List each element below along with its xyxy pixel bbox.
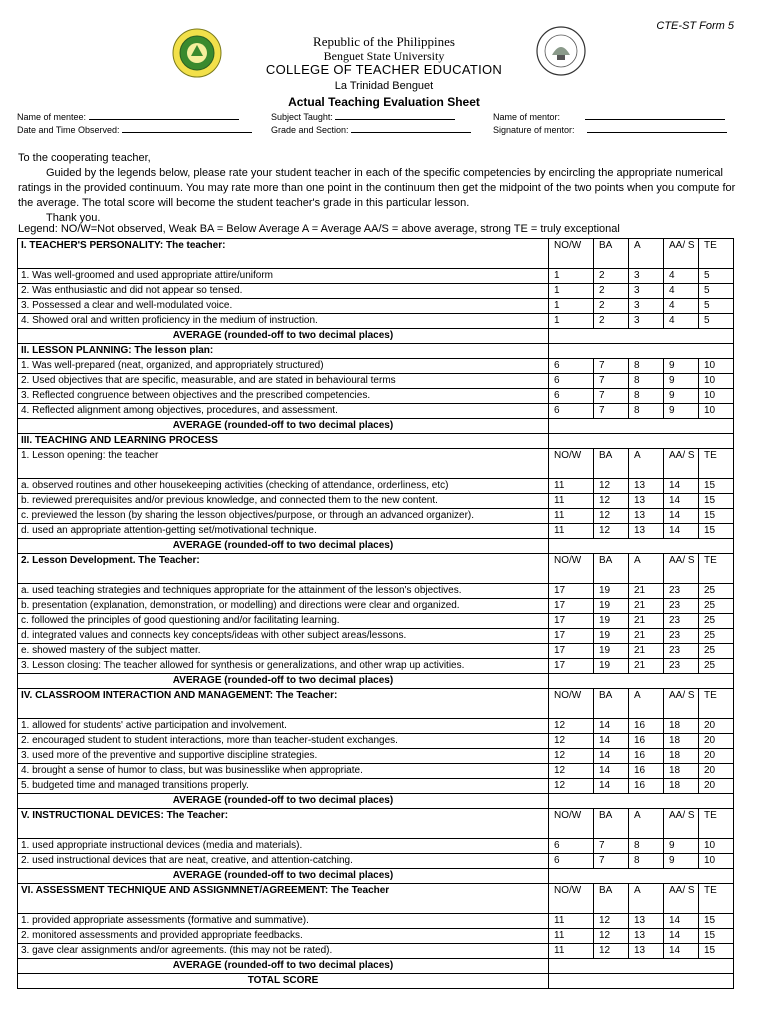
criterion-text: 2. Was enthusiastic and did not appear so tensed. <box>18 284 549 299</box>
rating-option[interactable]: 14 <box>664 479 699 494</box>
average-label: AVERAGE (rounded-off to two decimal places) <box>18 869 549 884</box>
grade-label: Grade and Section: <box>271 125 349 135</box>
rating-option[interactable]: 14 <box>594 779 629 794</box>
rating-option[interactable]: 16 <box>629 734 664 749</box>
average-label: AVERAGE (rounded-off to two decimal places) <box>18 959 549 974</box>
rating-option[interactable]: 23 <box>664 614 699 629</box>
scale-header: NO/W <box>549 689 594 719</box>
rating-option[interactable]: 13 <box>629 929 664 944</box>
rating-option[interactable]: 23 <box>664 629 699 644</box>
rating-option[interactable]: 20 <box>699 764 734 779</box>
rating-option[interactable]: 12 <box>594 914 629 929</box>
section-teaching <box>18 434 734 449</box>
section-devices <box>18 809 734 839</box>
criterion-text: 1. used appropriate instructional devices (media and materials). <box>18 839 549 854</box>
rating-option[interactable]: 8 <box>629 404 664 419</box>
rating-option[interactable]: 4 <box>664 269 699 284</box>
scale-header: NO/W <box>549 554 594 584</box>
grade-field <box>271 124 471 135</box>
table-row <box>18 719 734 734</box>
rating-option[interactable]: 23 <box>664 644 699 659</box>
date-field <box>17 124 252 135</box>
criterion-text: 1. provided appropriate assessments (formative and summative). <box>18 914 549 929</box>
mentee-field <box>17 111 239 122</box>
rating-option[interactable]: 6 <box>549 854 594 869</box>
scale-header: A <box>629 449 664 479</box>
scale-header: A <box>629 554 664 584</box>
table-row <box>18 299 734 314</box>
rating-option[interactable]: 19 <box>594 659 629 674</box>
rating-option[interactable]: 14 <box>664 494 699 509</box>
rating-option[interactable]: 21 <box>629 584 664 599</box>
average-row <box>18 539 734 554</box>
average-value-cell[interactable] <box>549 329 734 344</box>
rating-option[interactable]: 6 <box>549 404 594 419</box>
section-personality <box>18 239 734 269</box>
rating-option[interactable]: 9 <box>664 854 699 869</box>
rating-option[interactable]: 25 <box>699 644 734 659</box>
table-row <box>18 749 734 764</box>
criterion-text: 2. Used objectives that are specific, measurable, and are stated in behavioural terms <box>18 374 549 389</box>
rating-option[interactable]: 2 <box>594 284 629 299</box>
rating-option[interactable]: 18 <box>664 749 699 764</box>
criterion-text: 3. Possessed a clear and well-modulated voice. <box>18 299 549 314</box>
scale-header: AA/ S <box>664 809 699 839</box>
rating-option[interactable]: 11 <box>549 479 594 494</box>
average-label: AVERAGE (rounded-off to two decimal places) <box>18 794 549 809</box>
section-classroom-title: IV. CLASSROOM INTERACTION AND MANAGEMENT: The Teacher: <box>18 689 549 719</box>
college-name: COLLEGE OF TEACHER EDUCATION <box>265 62 503 77</box>
subject-input-line[interactable] <box>335 111 455 120</box>
rating-option[interactable]: 7 <box>594 854 629 869</box>
rating-option[interactable]: 4 <box>664 284 699 299</box>
rating-option[interactable]: 1 <box>549 314 594 329</box>
rating-option[interactable]: 13 <box>629 494 664 509</box>
republic-heading: Republic of the Philippines <box>313 34 455 49</box>
rating-option[interactable]: 13 <box>629 524 664 539</box>
rating-option[interactable]: 11 <box>549 914 594 929</box>
empty-cell <box>549 434 734 449</box>
mentor-field <box>493 111 725 122</box>
average-row <box>18 674 734 689</box>
rating-option[interactable]: 17 <box>549 584 594 599</box>
average-label: AVERAGE (rounded-off to two decimal places) <box>18 419 549 434</box>
rating-option[interactable]: 2 <box>594 269 629 284</box>
rating-option[interactable]: 14 <box>664 929 699 944</box>
rating-option[interactable]: 21 <box>629 599 664 614</box>
rating-option[interactable]: 18 <box>664 779 699 794</box>
table-row <box>18 509 734 524</box>
rating-option[interactable]: 8 <box>629 359 664 374</box>
rating-option[interactable]: 12 <box>549 719 594 734</box>
rating-option[interactable]: 6 <box>549 389 594 404</box>
instructions: Guided by the legends below, please rate your student teacher in each of the specific competencies by encircling the appropriate numerical ratings in the provided continuum. You may rate more than one point in the continuum then get the midpoint of the two points when you compute for the average. The total score will become the student teacher's grade in this particular lesson. <box>18 167 736 209</box>
scale-header: BA <box>594 809 629 839</box>
scale-header: TE <box>699 554 734 584</box>
scale-header: AA/ S <box>664 884 699 914</box>
rating-option[interactable]: 12 <box>594 929 629 944</box>
rating-option[interactable]: 14 <box>594 764 629 779</box>
rating-option[interactable]: 17 <box>549 629 594 644</box>
town-name: La Trinidad Benguet <box>334 80 434 92</box>
section-planning-title: II. LESSON PLANNING: The lesson plan: <box>18 344 549 359</box>
average-row <box>18 959 734 974</box>
table-row <box>18 524 734 539</box>
criterion-text: 4. Showed oral and written proficiency in the medium of instruction. <box>18 314 549 329</box>
rating-option[interactable]: 15 <box>699 914 734 929</box>
section-devices-title: V. INSTRUCTIONAL DEVICES: The Teacher: <box>18 809 549 839</box>
rating-option[interactable]: 3 <box>629 284 664 299</box>
rating-option[interactable]: 14 <box>594 734 629 749</box>
rating-option[interactable]: 6 <box>549 374 594 389</box>
criterion-text: e. showed mastery of the subject matter. <box>18 644 549 659</box>
thanks: Thank you. <box>46 212 101 224</box>
rating-option[interactable]: 10 <box>699 404 734 419</box>
table-row <box>18 479 734 494</box>
scale-header: A <box>629 689 664 719</box>
rating-option[interactable]: 1 <box>549 299 594 314</box>
rating-option[interactable]: 15 <box>699 509 734 524</box>
rating-option[interactable]: 18 <box>664 719 699 734</box>
rating-option[interactable]: 10 <box>699 359 734 374</box>
rating-option[interactable]: 7 <box>594 374 629 389</box>
rating-option[interactable]: 25 <box>699 659 734 674</box>
average-label: AVERAGE (rounded-off to two decimal places) <box>18 329 549 344</box>
rating-option[interactable]: 25 <box>699 614 734 629</box>
rating-option[interactable]: 12 <box>594 479 629 494</box>
scale-header: NO/W <box>549 449 594 479</box>
rating-option[interactable]: 1 <box>549 269 594 284</box>
total-score-label: TOTAL SCORE <box>18 974 549 989</box>
average-value-cell[interactable] <box>549 959 734 974</box>
average-value-cell[interactable] <box>549 794 734 809</box>
rating-option[interactable]: 17 <box>549 614 594 629</box>
rating-option[interactable]: 20 <box>699 779 734 794</box>
rating-option[interactable]: 14 <box>664 914 699 929</box>
criterion-text: 2. encouraged student to student interactions, more than teacher-student exchanges. <box>18 734 549 749</box>
criterion-text: a. used teaching strategies and techniques appropriate for the attainment of the lesson's objectives. <box>18 584 549 599</box>
table-row <box>18 494 734 509</box>
rating-option[interactable]: 8 <box>629 854 664 869</box>
scale-header: AA/ S <box>664 449 699 479</box>
rating-option[interactable]: 13 <box>629 914 664 929</box>
rating-option[interactable]: 12 <box>594 494 629 509</box>
rating-option[interactable]: 12 <box>549 779 594 794</box>
table-row <box>18 929 734 944</box>
table-row <box>18 659 734 674</box>
rating-option[interactable]: 12 <box>549 734 594 749</box>
rating-option[interactable]: 23 <box>664 659 699 674</box>
average-value-cell[interactable] <box>549 419 734 434</box>
average-row <box>18 794 734 809</box>
average-value-cell[interactable] <box>549 869 734 884</box>
subsection-development <box>18 554 734 584</box>
rating-option[interactable]: 18 <box>664 764 699 779</box>
rating-option[interactable]: 13 <box>629 509 664 524</box>
rating-option[interactable]: 17 <box>549 644 594 659</box>
scale-header: AA/ S <box>664 554 699 584</box>
criterion-text: 1. Was well-prepared (neat, organized, and appropriately structured) <box>18 359 549 374</box>
table-row <box>18 614 734 629</box>
mentor-label: Name of mentor: <box>493 112 561 122</box>
rating-option[interactable]: 13 <box>629 479 664 494</box>
scale-header: A <box>629 809 664 839</box>
table-row <box>18 854 734 869</box>
rating-option[interactable]: 12 <box>594 509 629 524</box>
rating-option[interactable]: 15 <box>699 944 734 959</box>
rating-option[interactable]: 10 <box>699 839 734 854</box>
criterion-text: 3. gave clear assignments and/or agreements. (this may not be rated). <box>18 944 549 959</box>
average-value-cell[interactable] <box>549 539 734 554</box>
section-assessment <box>18 884 734 914</box>
scale-header: TE <box>699 689 734 719</box>
table-row <box>18 764 734 779</box>
rating-option[interactable]: 2 <box>594 299 629 314</box>
table-row <box>18 779 734 794</box>
scale-header: TE <box>699 239 734 269</box>
scale-header: A <box>629 884 664 914</box>
rating-option[interactable]: 11 <box>549 509 594 524</box>
rating-option[interactable]: 19 <box>594 584 629 599</box>
rating-option[interactable]: 9 <box>664 374 699 389</box>
rating-option[interactable]: 16 <box>629 779 664 794</box>
rating-option[interactable]: 19 <box>594 614 629 629</box>
scale-header: AA/ S <box>664 689 699 719</box>
rating-option[interactable]: 11 <box>549 524 594 539</box>
table-row <box>18 269 734 284</box>
rating-option[interactable]: 19 <box>594 599 629 614</box>
rating-option[interactable]: 9 <box>664 839 699 854</box>
rating-option[interactable]: 14 <box>664 524 699 539</box>
salutation: To the cooperating teacher, <box>18 152 151 164</box>
rating-option[interactable]: 3 <box>629 314 664 329</box>
table-row <box>18 314 734 329</box>
criterion-text: 4. brought a sense of humor to class, but was businesslike when appropriate. <box>18 764 549 779</box>
university-name: Benguet State University <box>323 49 445 63</box>
date-label: Date and Time Observed: <box>17 125 120 135</box>
section-planning <box>18 344 734 359</box>
criterion-text: 2. used instructional devices that are neat, creative, and attention-catching. <box>18 854 549 869</box>
rating-option[interactable]: 6 <box>549 839 594 854</box>
total-row <box>18 974 734 989</box>
rating-option[interactable]: 7 <box>594 359 629 374</box>
criterion-text: 4. Reflected alignment among objectives, procedures, and assessment. <box>18 404 549 419</box>
criterion-text: d. integrated values and connects key concepts/ideas with other subject areas/lessons. <box>18 629 549 644</box>
rating-option[interactable]: 25 <box>699 584 734 599</box>
average-value-cell[interactable] <box>549 674 734 689</box>
criterion-text: 3. used more of the preventive and supportive discipline strategies. <box>18 749 549 764</box>
table-row <box>18 839 734 854</box>
scale-header: AA/ S <box>664 239 699 269</box>
rating-option[interactable]: 15 <box>699 494 734 509</box>
table-row <box>18 389 734 404</box>
rating-option[interactable]: 7 <box>594 389 629 404</box>
scale-header: BA <box>594 554 629 584</box>
legend: Legend: NO/W=Not observed, Weak BA = Below Average A = Average AA/S = above average, strong TE = truly exceptional <box>18 223 620 235</box>
rating-option[interactable]: 5 <box>699 299 734 314</box>
table-row <box>18 359 734 374</box>
scale-header: NO/W <box>549 239 594 269</box>
rating-option[interactable]: 11 <box>549 494 594 509</box>
rating-option[interactable]: 7 <box>594 839 629 854</box>
rating-option[interactable]: 8 <box>629 839 664 854</box>
scale-header: TE <box>699 809 734 839</box>
section-personality-title: I. TEACHER'S PERSONALITY: The teacher: <box>18 239 549 269</box>
rating-option[interactable]: 4 <box>664 314 699 329</box>
table-row <box>18 404 734 419</box>
rating-option[interactable]: 2 <box>594 314 629 329</box>
intro-text <box>18 151 744 226</box>
subsection-opening <box>18 449 734 479</box>
signature-field <box>493 124 727 135</box>
mentee-input-line[interactable] <box>89 111 239 120</box>
rating-option[interactable]: 9 <box>664 359 699 374</box>
rating-option[interactable]: 12 <box>594 944 629 959</box>
table-row <box>18 944 734 959</box>
criterion-text: 5. budgeted time and managed transitions properly. <box>18 779 549 794</box>
criterion-text: b. reviewed prerequisites and/or previous knowledge, and connected them to the new content. <box>18 494 549 509</box>
rating-option[interactable]: 21 <box>629 644 664 659</box>
average-row <box>18 869 734 884</box>
criterion-text: c. previewed the lesson (by sharing the lesson objectives/purpose, or through an advanced organizer). <box>18 509 549 524</box>
section-classroom <box>18 689 734 719</box>
rating-option[interactable]: 16 <box>629 719 664 734</box>
rating-option[interactable]: 12 <box>549 749 594 764</box>
criterion-text: 3. Lesson closing: The teacher allowed for synthesis or generalizations, and other wrap up activities. <box>18 659 549 674</box>
rating-option[interactable]: 4 <box>664 299 699 314</box>
rating-option[interactable]: 23 <box>664 599 699 614</box>
rating-option[interactable]: 11 <box>549 929 594 944</box>
rating-option[interactable]: 20 <box>699 749 734 764</box>
scale-header: NO/W <box>549 884 594 914</box>
rating-option[interactable]: 10 <box>699 389 734 404</box>
criterion-text: 2. monitored assessments and provided appropriate feedbacks. <box>18 929 549 944</box>
rating-option[interactable]: 25 <box>699 599 734 614</box>
total-score-cell[interactable] <box>549 974 734 989</box>
rating-option[interactable]: 15 <box>699 479 734 494</box>
rating-option[interactable]: 1 <box>549 284 594 299</box>
rating-option[interactable]: 20 <box>699 734 734 749</box>
rating-option[interactable]: 3 <box>629 299 664 314</box>
scale-header: TE <box>699 884 734 914</box>
criterion-text: b. presentation (explanation, demonstration, or modelling) and directions were clear and organized. <box>18 599 549 614</box>
rating-option[interactable]: 23 <box>664 584 699 599</box>
rating-option[interactable]: 14 <box>594 719 629 734</box>
scale-header: TE <box>699 449 734 479</box>
mentor-input-line[interactable] <box>585 111 725 120</box>
scale-header: BA <box>594 689 629 719</box>
rating-option[interactable]: 7 <box>594 404 629 419</box>
rating-option[interactable]: 15 <box>699 929 734 944</box>
rating-option[interactable]: 10 <box>699 854 734 869</box>
criterion-text: a. observed routines and other housekeeping activities (checking of attendance, orderliness, etc) <box>18 479 549 494</box>
subject-label: Subject Taught: <box>271 112 333 122</box>
rating-option[interactable]: 13 <box>629 944 664 959</box>
rating-option[interactable]: 15 <box>699 524 734 539</box>
rating-option[interactable]: 5 <box>699 269 734 284</box>
date-input-line[interactable] <box>122 124 252 133</box>
rating-option[interactable]: 5 <box>699 314 734 329</box>
rating-option[interactable]: 21 <box>629 629 664 644</box>
criterion-text: 1. Was well-groomed and used appropriate attire/uniform <box>18 269 549 284</box>
rating-option[interactable]: 14 <box>664 944 699 959</box>
table-row <box>18 644 734 659</box>
table-row <box>18 629 734 644</box>
evaluation-table <box>17 238 734 989</box>
rating-option[interactable]: 11 <box>549 944 594 959</box>
table-row <box>18 599 734 614</box>
rating-option[interactable]: 5 <box>699 284 734 299</box>
rating-option[interactable]: 19 <box>594 629 629 644</box>
rating-option[interactable]: 17 <box>549 599 594 614</box>
rating-option[interactable]: 14 <box>664 509 699 524</box>
criterion-text: 1. allowed for students' active participation and involvement. <box>18 719 549 734</box>
page-title: Actual Teaching Evaluation Sheet <box>288 95 480 109</box>
scale-header: A <box>629 239 664 269</box>
scale-header: NO/W <box>549 809 594 839</box>
rating-option[interactable]: 20 <box>699 719 734 734</box>
rating-option[interactable]: 8 <box>629 389 664 404</box>
rating-option[interactable]: 25 <box>699 629 734 644</box>
form-code: CTE-ST Form 5 <box>656 20 734 32</box>
section-assessment-title: VI. ASSESSMENT TECHNIQUE AND ASSIGNMNET/AGREEMENT: The Teacher <box>18 884 549 914</box>
rating-option[interactable]: 12 <box>594 524 629 539</box>
rating-option[interactable]: 16 <box>629 764 664 779</box>
rating-option[interactable]: 19 <box>594 644 629 659</box>
table-row <box>18 374 734 389</box>
table-row <box>18 914 734 929</box>
rating-option[interactable]: 21 <box>629 614 664 629</box>
grade-input-line[interactable] <box>351 124 471 133</box>
scale-header: BA <box>594 239 629 269</box>
rating-option[interactable]: 8 <box>629 374 664 389</box>
subject-field <box>271 111 455 122</box>
criterion-text: d. used an appropriate attention-getting set/motivational technique. <box>18 524 549 539</box>
subsection-development-title: 2. Lesson Development. The Teacher: <box>18 554 549 584</box>
rating-option[interactable]: 9 <box>664 404 699 419</box>
criterion-text: c. followed the principles of good questioning and/or facilitating learning. <box>18 614 549 629</box>
table-row <box>18 284 734 299</box>
criterion-text: 3. Reflected congruence between objectives and the prescribed competencies. <box>18 389 549 404</box>
rating-option[interactable]: 17 <box>549 659 594 674</box>
subsection-opening-title: 1. Lesson opening: the teacher <box>18 449 549 479</box>
rating-option[interactable]: 10 <box>699 374 734 389</box>
rating-option[interactable]: 21 <box>629 659 664 674</box>
signature-input-line[interactable] <box>587 124 727 133</box>
average-label: AVERAGE (rounded-off to two decimal places) <box>18 674 549 689</box>
average-row <box>18 419 734 434</box>
empty-cell <box>549 344 734 359</box>
section-teaching-title: III. TEACHING AND LEARNING PROCESS <box>18 434 549 449</box>
rating-option[interactable]: 9 <box>664 389 699 404</box>
rating-option[interactable]: 14 <box>594 749 629 764</box>
average-label: AVERAGE (rounded-off to two decimal places) <box>18 539 549 554</box>
rating-option[interactable]: 16 <box>629 749 664 764</box>
table-row <box>18 734 734 749</box>
mentee-label: Name of mentee: <box>17 112 87 122</box>
scale-header: BA <box>594 884 629 914</box>
rating-option[interactable]: 6 <box>549 359 594 374</box>
rating-option[interactable]: 3 <box>629 269 664 284</box>
rating-option[interactable]: 18 <box>664 734 699 749</box>
table-row <box>18 584 734 599</box>
scale-header: BA <box>594 449 629 479</box>
signature-label: Signature of mentor: <box>493 125 575 135</box>
rating-option[interactable]: 12 <box>549 764 594 779</box>
average-row <box>18 329 734 344</box>
